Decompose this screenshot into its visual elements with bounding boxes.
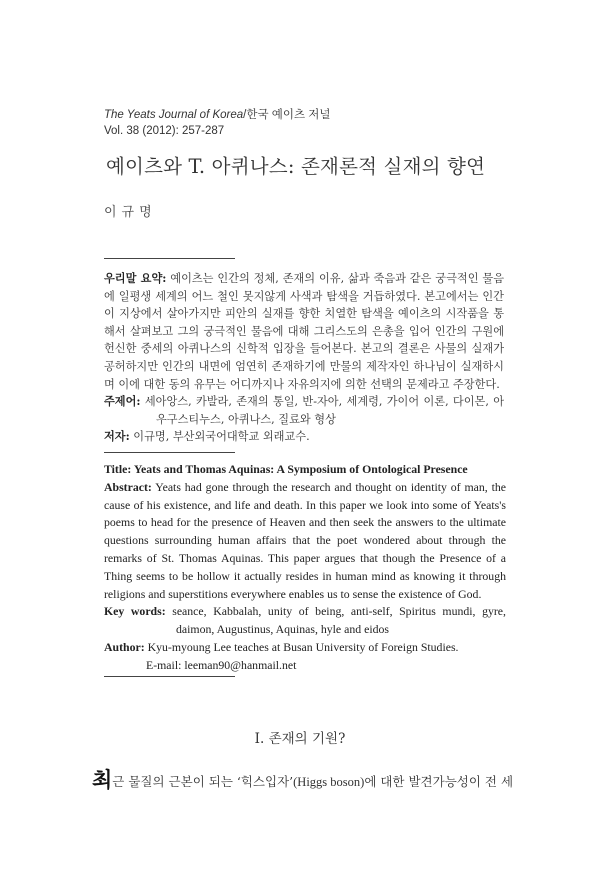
english-abstract <box>104 461 506 675</box>
article-author: 이규명 <box>104 205 157 220</box>
english-abstract-text: Yeats had gone through the research and thought on identity of man, the cause of his existence, and life and death. In this paper we look into some of Yeats's poems to head for the presence of Heaven and then seek the answers to the ultimate questions surrounding human affairs that the poet wondered about through the remarks of St. Thomas Aquinas. This paper argues that though the Presence of a Thing seems to be hollow it actually resides in human mind as knowing it through religions and superstitions everywhere enables us to sense the existence of God. <box>104 479 506 601</box>
english-title <box>104 461 506 479</box>
korean-author-text: 이규명, 부산외국어대학교 외래교수. <box>129 430 310 444</box>
english-author-text: Kyu-myoung Lee teaches at Busan University of Foreign Studies. <box>144 639 459 654</box>
korean-abstract <box>104 270 504 446</box>
english-email: E-mail: leeman90@hanmail.net <box>146 657 297 672</box>
korean-author <box>104 428 504 446</box>
section-heading: I. 존재의 기원? <box>254 731 346 747</box>
korean-keywords <box>104 393 504 428</box>
korean-keywords-text: 세아앙스, 카발라, 존재의 통일, 반-자아, 세계령, 가이어 이론, 다이몬, 아우구스티누스, 아퀴나스, 질료와 형상 <box>140 395 504 426</box>
korean-author-label: 저자: <box>104 429 130 444</box>
divider-bottom <box>104 676 235 677</box>
english-abstract-label: Abstract: <box>104 479 152 494</box>
journal-name <box>104 107 331 123</box>
divider-middle <box>104 452 235 453</box>
english-keywords-label: Key words: <box>104 604 166 619</box>
divider-top <box>104 258 235 259</box>
journal-name-en: The Yeats Journal of Korea <box>104 109 244 121</box>
journal-volume: Vol. 38 (2012): 257-287 <box>104 125 225 137</box>
english-keywords-text: seance, Kabbalah, unity of being, anti-self, Spiritus mundi, gyre, daimon, Augustinus, Aquinas, hyle and eidos <box>165 604 506 637</box>
body-first-line <box>92 763 512 793</box>
korean-summary-text: 예이츠는 인간의 정체, 존재의 이유, 삶과 죽음과 같은 궁극적인 물음에 일평생 세계의 어느 철인 못지않게 사색과 탐색을 거듭하였다. 본고에서는 인간이 지상에서 살아가지만 피안의 실재를 향한 치열한 탐색을 예이츠의 시작품을 통해서 살펴보고 그의 궁극적인 물음에 대해 그리스도의 은총을 입어 인간의 구원에 헌신한 중세의 아퀴나스의 신학적 입장을 들어본다. 본고의 결론은 사물의 실재가 공허하지만 인간의 내면에 엄연히 존재하기에 만물의 제작자인 하나님이 실재하시며 이에 대한 동의 유무는 어디까지나 자유의지에 의한 선택의 문제라고 주장한다. <box>104 272 505 391</box>
body-text-a: 근 물질의 근본이 되는 ‘힉스입자’ <box>112 774 294 789</box>
english-keywords <box>104 603 506 639</box>
korean-summary <box>104 270 504 393</box>
drop-cap: 최 <box>92 767 113 792</box>
korean-keywords-label: 주제어: <box>104 394 141 409</box>
body-text-b: (Higgs boson) <box>293 775 365 789</box>
journal-header <box>104 107 331 139</box>
english-abstract-body <box>104 479 506 604</box>
journal-name-ko: /한국 예이츠 저널 <box>243 109 331 121</box>
korean-summary-label: 우리말 요약: <box>104 271 167 285</box>
english-author-label: Author: <box>104 639 145 654</box>
english-title-text: Title: Yeats and Thomas Aquinas: A Symposium of Ontological Presence <box>104 462 468 476</box>
english-author <box>104 639 506 657</box>
article-title: 예이츠와 T. 아퀴나스: 존재론적 실재의 향연 <box>106 155 486 178</box>
body-text-c: 에 대한 발견가능성이 전 세 <box>364 774 514 789</box>
